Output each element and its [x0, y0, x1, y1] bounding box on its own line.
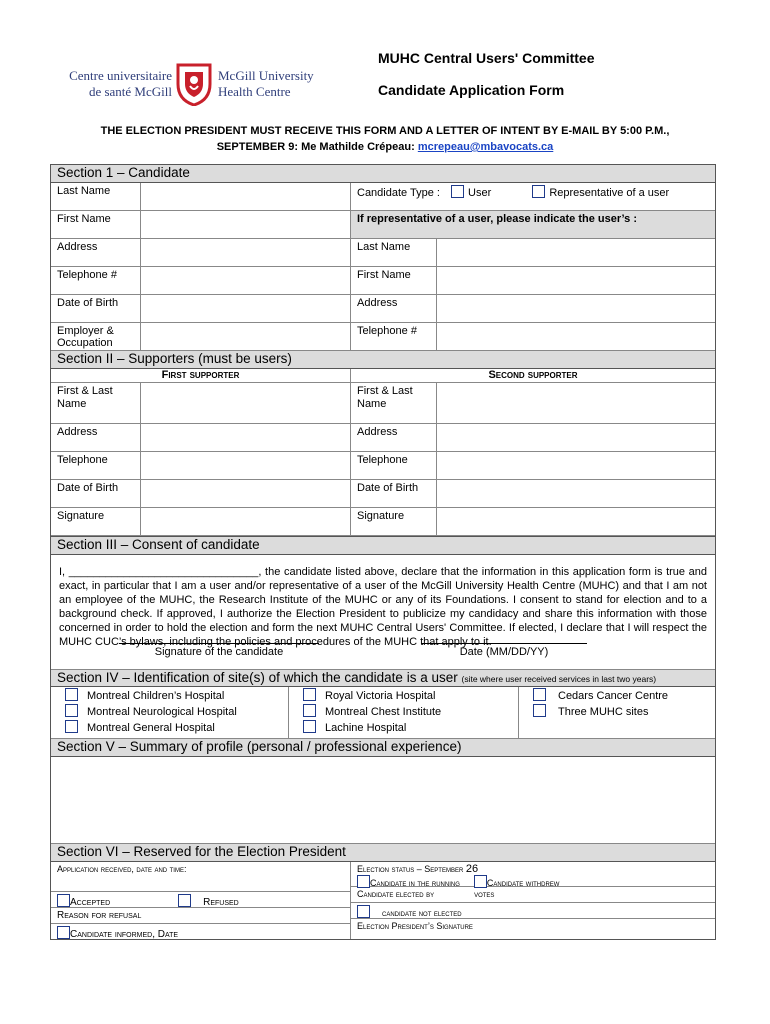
s1-name-label: First & Last Name	[51, 383, 141, 423]
deadline-notice	[30, 123, 740, 155]
employer-field[interactable]	[141, 323, 351, 350]
running-checkbox[interactable]	[357, 875, 370, 888]
supporter-row	[51, 508, 715, 536]
section4-title: Section IV – Identification of site(s) of which the candidate is a user	[57, 670, 458, 685]
section3-header: Section III – Consent of candidate	[51, 536, 715, 555]
not-elected-label: candidate not elected	[382, 908, 462, 918]
telephone-label: Telephone #	[51, 267, 141, 294]
muhc-crest-icon	[175, 62, 213, 106]
rep-address-label: Address	[351, 295, 437, 322]
section1-row	[51, 267, 715, 295]
elected-by-row	[351, 887, 715, 903]
telephone-field[interactable]	[141, 267, 351, 294]
running-label: Candidate in the running	[370, 878, 460, 888]
s1-signature-field[interactable]	[141, 508, 351, 535]
status-label: Election status – September	[357, 864, 464, 874]
supporter-row	[51, 480, 715, 508]
withdrew-checkbox[interactable]	[474, 875, 487, 888]
decision-row	[51, 892, 350, 908]
site-option[interactable]	[323, 704, 512, 720]
logo-en-line1: McGill University	[218, 68, 314, 83]
type-user-option[interactable]	[451, 187, 491, 199]
site-label: Cedars Cancer Centre	[558, 690, 669, 702]
type-rep-label: Representative of a user	[549, 187, 670, 199]
contact-email-link[interactable]: mcrepeau@mbavocats.ca	[417, 141, 554, 153]
withdrew-label: Candidate withdrew	[486, 878, 560, 888]
s2-name-label: First & Last Name	[351, 383, 437, 423]
elected-by-label: Candidate elected by	[357, 889, 435, 899]
s1-name-field[interactable]	[141, 383, 351, 423]
s1-telephone-label: Telephone	[51, 452, 141, 479]
site-checkbox[interactable]	[303, 688, 316, 701]
logo-french-name	[52, 68, 172, 100]
site-label: Montreal Chest Institute	[325, 706, 442, 718]
s1-dob-label: Date of Birth	[51, 480, 141, 507]
section6-header: Section VI – Reserved for the Election President	[51, 844, 715, 862]
candidate-type-cell	[351, 183, 715, 210]
muhc-logo	[52, 60, 322, 112]
address-label: Address	[51, 239, 141, 266]
section5-header: Section V – Summary of profile (personal / professional experience)	[51, 739, 715, 757]
s2-address-label: Address	[351, 424, 437, 451]
s1-address-field[interactable]	[141, 424, 351, 451]
site-checkbox[interactable]	[65, 720, 78, 733]
s2-dob-field[interactable]	[437, 480, 715, 507]
section2-header: Section II – Supporters (must be users)	[51, 351, 715, 369]
section1-row	[51, 323, 715, 351]
application-form	[50, 164, 716, 940]
refused-checkbox[interactable]	[178, 894, 191, 907]
first-supporter-header: First supporter	[51, 369, 351, 382]
section4-subtitle: (site where user received services in last two years)	[461, 674, 657, 684]
status-day: 26	[465, 863, 479, 875]
checkbox-representative[interactable]	[532, 185, 545, 198]
sites-column-3	[519, 687, 715, 738]
logo-en-line2: Health Centre	[218, 84, 291, 99]
status-block	[351, 862, 715, 887]
informed-label: Candidate informed, Date	[70, 929, 179, 940]
rep-last-name-label: Last Name	[351, 239, 437, 266]
not-elected-checkbox[interactable]	[357, 905, 370, 918]
rep-first-name-label: First Name	[351, 267, 437, 294]
supporter-row	[51, 452, 715, 480]
supporter-row	[51, 383, 715, 424]
site-option[interactable]	[85, 688, 282, 704]
s1-telephone-field[interactable]	[141, 452, 351, 479]
logo-english-name	[218, 68, 328, 100]
rep-telephone-field[interactable]	[437, 323, 715, 350]
profile-summary-field[interactable]	[51, 757, 715, 844]
rep-telephone-label: Telephone #	[351, 323, 437, 350]
s1-dob-field[interactable]	[141, 480, 351, 507]
s1-signature-label: Signature	[51, 508, 141, 535]
s2-dob-label: Date of Birth	[351, 480, 437, 507]
s2-signature-field[interactable]	[437, 508, 715, 535]
site-label: Royal Victoria Hospital	[325, 690, 436, 702]
notice-line1: THE ELECTION PRESIDENT MUST RECEIVE THIS FORM AND A LETTER OF INTENT BY E-MAIL BY 5:00 P.M.,	[100, 125, 670, 137]
s2-signature-label: Signature	[351, 508, 437, 535]
site-option[interactable]	[85, 720, 282, 736]
s2-telephone-label: Telephone	[351, 452, 437, 479]
site-label: Three MUHC sites	[558, 706, 649, 718]
consent-block	[51, 555, 715, 670]
type-user-label: User	[468, 187, 492, 199]
reserved-area	[51, 862, 715, 939]
first-name-label: First Name	[51, 211, 141, 238]
site-option[interactable]	[323, 688, 512, 704]
rep-first-name-field[interactable]	[437, 267, 715, 294]
address-field[interactable]	[141, 239, 351, 266]
form-title: Candidate Application Form	[378, 82, 565, 98]
logo-fr-line1: Centre universitaire	[69, 68, 172, 83]
candidate-type-label: Candidate Type :	[357, 187, 440, 199]
sites-column-1	[51, 687, 289, 738]
refused-label: Refused	[203, 897, 239, 908]
site-checkbox[interactable]	[65, 704, 78, 717]
s2-name-field[interactable]	[437, 383, 715, 423]
rep-last-name-field[interactable]	[437, 239, 715, 266]
site-options	[51, 687, 715, 739]
s2-telephone-field[interactable]	[437, 452, 715, 479]
employer-label: Employer & Occupation	[51, 323, 141, 350]
dob-label: Date of Birth	[51, 295, 141, 322]
section1-row	[51, 295, 715, 323]
site-option[interactable]	[323, 720, 512, 736]
committee-title: MUHC Central Users' Committee	[378, 50, 595, 66]
president-signature[interactable]: Election President’s Signature	[357, 921, 473, 931]
site-label: Montreal Neurological Hospital	[87, 706, 237, 718]
notice-line2-text: SEPTEMBER 9: Me Mathilde Crépeau:	[216, 141, 418, 153]
supporter-headers	[51, 369, 715, 383]
consent-text: I, _______________________________, the candidate listed above, declare that the information in this application form is true and exact, in particular that I am a user and/or representative of a user of the McGill University Health Centre (MUHC) and that I am not an employee of the MUHC, the Research Institute of the MUHC or any of its Foundations. I consent to stand for election and to a background check. If approved, I authorize the Election President to publicize my candidacy and share this information with those concerned in order to hold the election and form the next MUHC Central Users' Committee. If elected, I declare that I will respect the MUHC CUC’s bylaws, including the policies and procedures of the MUHC that apply to it.	[59, 566, 707, 648]
informed-checkbox[interactable]	[57, 926, 70, 939]
section1-header: Section 1 – Candidate	[51, 165, 715, 183]
received-label: Application received, date and time:	[51, 862, 350, 892]
supporter-row	[51, 424, 715, 452]
site-checkbox[interactable]	[303, 720, 316, 733]
last-name-label: Last Name	[51, 183, 141, 210]
informed-row	[51, 924, 350, 939]
site-option[interactable]	[85, 704, 282, 720]
accepted-checkbox[interactable]	[57, 894, 70, 907]
first-name-field[interactable]	[141, 211, 351, 238]
not-elected-row	[351, 903, 715, 919]
section4-header	[51, 670, 715, 687]
votes-label: votes	[474, 889, 495, 899]
site-checkbox[interactable]	[533, 704, 546, 717]
site-checkbox[interactable]	[533, 688, 546, 701]
accepted-label: Accepted	[70, 897, 111, 908]
rep-note: If representative of a user, please indicate the user’s :	[351, 211, 715, 238]
site-option[interactable]	[553, 688, 709, 704]
s1-address-label: Address	[51, 424, 141, 451]
site-label: Montreal Children’s Hospital	[87, 690, 225, 702]
s2-address-field[interactable]	[437, 424, 715, 451]
site-checkbox[interactable]	[65, 688, 78, 701]
section1-row	[51, 211, 715, 239]
reason-label: Reason for refusal	[51, 908, 350, 924]
reserved-right	[351, 862, 715, 939]
sites-column-2	[289, 687, 519, 738]
reserved-left	[51, 862, 351, 939]
logo-fr-line2: de santé McGill	[88, 84, 172, 99]
last-name-field[interactable]	[141, 183, 351, 210]
type-rep-option[interactable]	[532, 187, 669, 199]
section1-row	[51, 239, 715, 267]
date-signature-line[interactable]: Date (MM/DD/YY)	[421, 643, 587, 659]
site-label: Montreal General Hospital	[87, 722, 215, 734]
site-option[interactable]	[553, 704, 709, 720]
site-checkbox[interactable]	[303, 704, 316, 717]
notice-line2	[30, 139, 740, 155]
second-supporter-header: Second supporter	[488, 369, 578, 381]
dob-field[interactable]	[141, 295, 351, 322]
site-label: Lachine Hospital	[325, 722, 407, 734]
rep-address-field[interactable]	[437, 295, 715, 322]
checkbox-user[interactable]	[451, 185, 464, 198]
section1-row	[51, 183, 715, 211]
candidate-signature-line[interactable]: Signature of the candidate	[119, 643, 319, 659]
